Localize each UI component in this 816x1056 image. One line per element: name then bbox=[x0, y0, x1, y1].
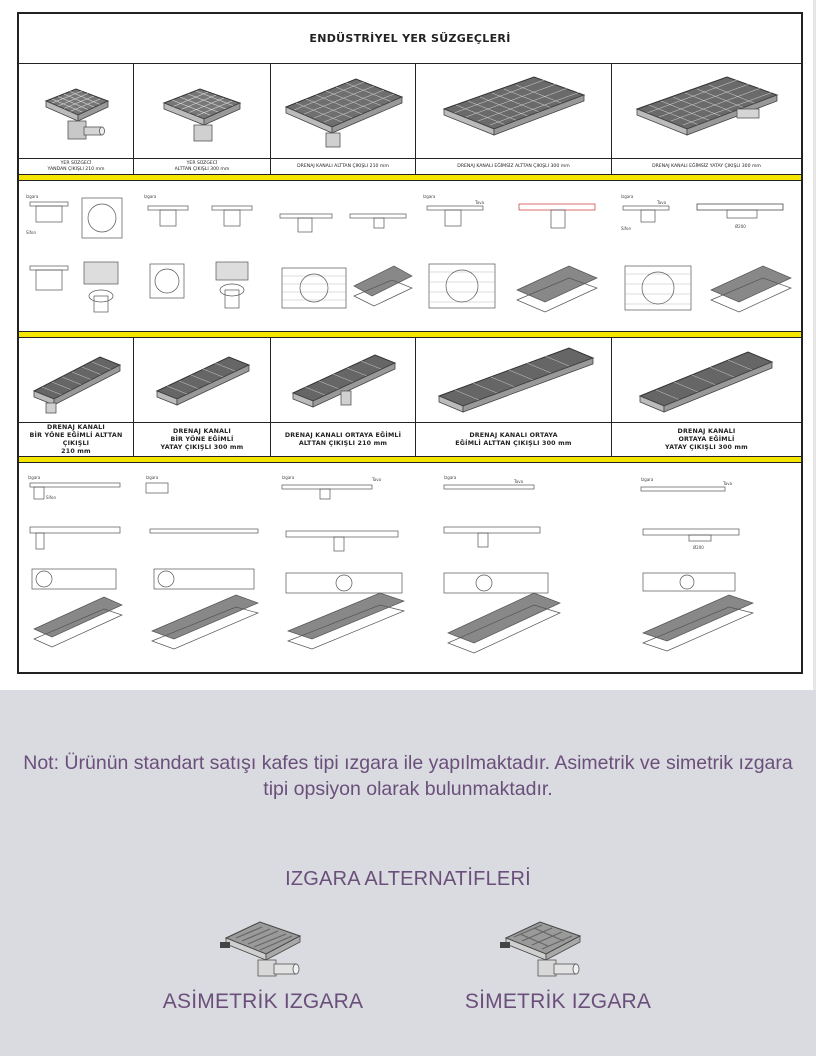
technical-drawing bbox=[19, 181, 134, 331]
product-image-floor-drain-side bbox=[19, 64, 133, 158]
product-label-line1: DRENAJ KANALI EĞİMSİZ YATAY ÇIKIŞLI 300 mm bbox=[652, 163, 761, 169]
product-cell bbox=[416, 338, 612, 456]
product-image-floor-drain-bottom bbox=[134, 64, 270, 158]
product-label-line2: ORTAYA EĞİMLİ bbox=[678, 435, 735, 443]
divider-band bbox=[19, 456, 801, 463]
product-label-line2: YANDAN ÇIKIŞLI 210 mm bbox=[47, 166, 105, 172]
product-image-channel-300-horizontal bbox=[612, 64, 801, 158]
catalog-table bbox=[17, 12, 803, 674]
product-image-channel-one-way-horizontal bbox=[134, 338, 270, 422]
product-label-line1: YER SÜZGECİ bbox=[186, 160, 218, 166]
product-label-line2: BİR YÖNE EĞİMLİ bbox=[170, 435, 234, 443]
svg-text:Izgara: Izgara bbox=[620, 194, 633, 199]
product-label-line2: ALTTAN ÇIKIŞLI 300 mm bbox=[174, 166, 230, 172]
product-image-channel-center-bottom-210 bbox=[271, 338, 415, 422]
technical-drawing bbox=[612, 464, 801, 674]
svg-text:Izgara: Izgara bbox=[444, 475, 457, 480]
product-label-line2: EĞİMLİ ALTTAN ÇIKIŞLI 300 mm bbox=[455, 439, 572, 447]
product-cell bbox=[271, 64, 416, 174]
svg-text:Ø200: Ø200 bbox=[734, 224, 746, 229]
divider-band bbox=[19, 331, 801, 338]
svg-text:Izgara: Izgara bbox=[143, 194, 156, 199]
technical-drawing bbox=[416, 181, 612, 331]
svg-text:Ø200: Ø200 bbox=[692, 545, 704, 550]
technical-drawings-row-2 bbox=[19, 464, 801, 674]
symmetric-grate-label: SİMETRİK IZGARA bbox=[464, 990, 652, 1013]
product-label-line2: ALTTAN ÇIKIŞLI 210 mm bbox=[298, 439, 388, 447]
product-cell bbox=[612, 338, 801, 456]
svg-text:Sifon: Sifon bbox=[46, 495, 57, 500]
svg-text:Izgara: Izgara bbox=[423, 194, 436, 199]
catalog-title-row bbox=[19, 14, 801, 64]
technical-drawing bbox=[19, 464, 134, 674]
technical-drawing bbox=[271, 181, 416, 331]
product-label-line1: DRENAJ KANALI ORTAYA EĞİMLİ bbox=[284, 431, 402, 439]
symmetric-grate-image bbox=[498, 908, 588, 988]
product-label-line3: YATAY ÇIKIŞLI 300 mm bbox=[665, 443, 748, 451]
svg-text:Izgara: Izgara bbox=[28, 475, 41, 480]
catalog-title: ENDÜSTRİYEL YER SÜZGEÇLERİ bbox=[309, 32, 511, 45]
drawing-label-siphon: Sifon bbox=[25, 230, 36, 235]
svg-text:Tava: Tava bbox=[514, 479, 524, 484]
alternatives-title: IZGARA ALTERNATİFLERİ bbox=[285, 868, 531, 890]
product-label-line1: YER SÜZGECİ bbox=[60, 160, 92, 166]
svg-text:Tava: Tava bbox=[475, 200, 485, 205]
technical-drawing bbox=[612, 181, 801, 331]
product-image-channel-300 bbox=[416, 64, 611, 158]
svg-text:Izgara: Izgara bbox=[640, 477, 653, 482]
product-label-line3: YATAY ÇIKIŞLI 300 mm bbox=[160, 443, 244, 451]
product-label-line1: DRENAJ KANALI ORTAYA bbox=[469, 431, 558, 439]
technical-drawing bbox=[134, 464, 271, 674]
drawing-label-grate: Izgara bbox=[25, 194, 38, 199]
asymmetric-grate-image bbox=[218, 908, 308, 988]
product-label-line1: DRENAJ KANALI bbox=[677, 427, 736, 435]
technical-drawing bbox=[416, 464, 612, 674]
product-cell bbox=[271, 338, 416, 456]
note-text: Not: Ürünün standart satışı kafes tipi ızgara ile yapılmaktadır. Asimetrik ve simetrik ızgara tipi opsiyon olarak bulunmaktadır. bbox=[23, 752, 793, 800]
product-label-line3: 210 mm bbox=[61, 447, 91, 455]
product-cell bbox=[134, 64, 271, 174]
technical-drawings-row-1 bbox=[19, 181, 801, 331]
svg-text:Izgara: Izgara bbox=[282, 475, 295, 480]
footer-panel bbox=[0, 690, 816, 1056]
product-image-channel-one-way-bottom bbox=[19, 338, 133, 422]
product-label-line1: DRENAJ KANALI EĞİMSİZ ALTTAN ÇIKIŞLI 300 mm bbox=[457, 163, 570, 169]
product-cell bbox=[134, 338, 271, 456]
svg-text:Tava: Tava bbox=[656, 200, 666, 205]
product-label-line1: DRENAJ KANALI bbox=[173, 427, 231, 435]
divider-band bbox=[19, 174, 801, 181]
technical-drawing bbox=[271, 464, 416, 674]
product-cell bbox=[612, 64, 801, 174]
product-image-channel-210 bbox=[271, 64, 415, 158]
svg-text:Tava: Tava bbox=[722, 481, 732, 486]
asymmetric-grate-label: ASİMETRİK IZGARA bbox=[162, 990, 364, 1013]
product-row-2 bbox=[19, 338, 801, 456]
product-row-1 bbox=[19, 64, 801, 174]
product-image-channel-center-horizontal bbox=[612, 338, 801, 422]
product-label-line1: DRENAJ KANALI bbox=[47, 423, 105, 431]
svg-text:Tava: Tava bbox=[372, 477, 382, 482]
svg-text:Sifon: Sifon bbox=[620, 226, 631, 231]
product-cell bbox=[416, 64, 612, 174]
product-cell bbox=[19, 338, 134, 456]
product-image-channel-center-bottom-300 bbox=[416, 338, 611, 422]
product-cell bbox=[19, 64, 134, 174]
product-label-line2: BİR YÖNE EĞİMLİ ALTTAN ÇIKIŞLI bbox=[29, 431, 123, 447]
product-label-line1: DRENAJ KANALI ALTTAN ÇIKIŞLI 210 mm bbox=[297, 163, 389, 169]
svg-text:Izgara: Izgara bbox=[146, 475, 159, 480]
technical-drawing bbox=[134, 181, 271, 331]
